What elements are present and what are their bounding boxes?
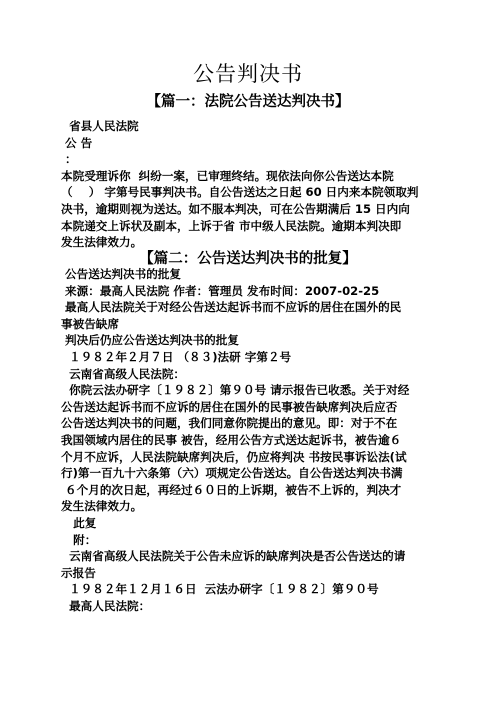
body-line: ６个月的次日起，再经过６０日的上诉期，被告不上诉的，判决才 [61, 482, 402, 497]
body-line: 判决后仍应公告送达判决书的批复 [61, 333, 239, 348]
body-line: 公告送达起诉书而不应诉的居住在国外的民事被告缺席判决后应否 [61, 399, 398, 414]
body-line: 事被告缺席 [61, 316, 119, 331]
body-line: 发生法律效力。 [61, 499, 143, 514]
body-line: 附： [61, 532, 97, 547]
body-line: 我国领域内居住的民事 被告，经用公告方式送达起诉书，被告逾６ [61, 432, 402, 447]
body-line: 最高人民法院关于对经公告送达起诉书而不应诉的居住在国外的民 [61, 300, 402, 315]
section-2-heading: 【篇二：公告送达判决书的批复】 [139, 250, 357, 267]
body-line: 本院受理诉你 纠纷一案，已审理终结。现依法向你公告送达本院 [61, 168, 394, 183]
body-line: 个月不应诉，人民法院缺席判决后，仍应将判决 书按民事诉讼法(试 [61, 449, 407, 464]
section-2-body [61, 266, 439, 614]
body-line: 公 告 [61, 135, 93, 150]
body-line: 本院递交上诉状及副本，上诉于省 市中级人民法院。逾期本判决即 [61, 218, 402, 233]
body-line: 省县人民法院 [61, 119, 139, 133]
body-line: 最高人民法院： [61, 598, 151, 613]
section-1-body [61, 118, 439, 251]
section-1-heading: 【篇一：法院公告送达判决书】 [146, 93, 350, 110]
body-line: １９８２年１２月１６日 云法办研字〔１９８２〕第９０号 [61, 582, 379, 597]
body-line: （ ） 字第号民事判决书。自公告送达之日起 60 日内来本院领取判 [61, 185, 419, 200]
body-line: 决书，逾期则视为送达。如不服本判决，可在公告期满后 15 日内向 [61, 201, 410, 216]
body-line: １９８２年２月７日 （８３)法研 字第２号 [61, 349, 292, 364]
body-line: 发生法律效力。 [61, 235, 143, 250]
body-line: 公告送达判决书的问题，我们同意你院提出的意见。即：对于不在 [61, 416, 398, 431]
body-line: 云南省高级人民法院： [61, 366, 186, 381]
body-line: 云南省高级人民法院关于公告未应诉的缺席判决是否公告送达的请 [61, 549, 406, 564]
body-line: ： [61, 152, 77, 167]
body-line: 你院云法办研字〔１９８２〕第９０号 请示报告已收悉。关于对经 [61, 383, 410, 398]
body-line: 行)第一百九十六条第（六）项规定公告送达。自公告送达判决书满 [61, 466, 403, 481]
body-line: 来源：最高人民法院 作者：管理员 发布时间：2007-02-25 [61, 283, 380, 298]
body-line: 公告送达判决书的批复 [61, 267, 181, 281]
body-line: 此复 [61, 515, 97, 530]
body-line: 示报告 [61, 565, 96, 580]
document-title: 公告判决书 [193, 62, 303, 86]
